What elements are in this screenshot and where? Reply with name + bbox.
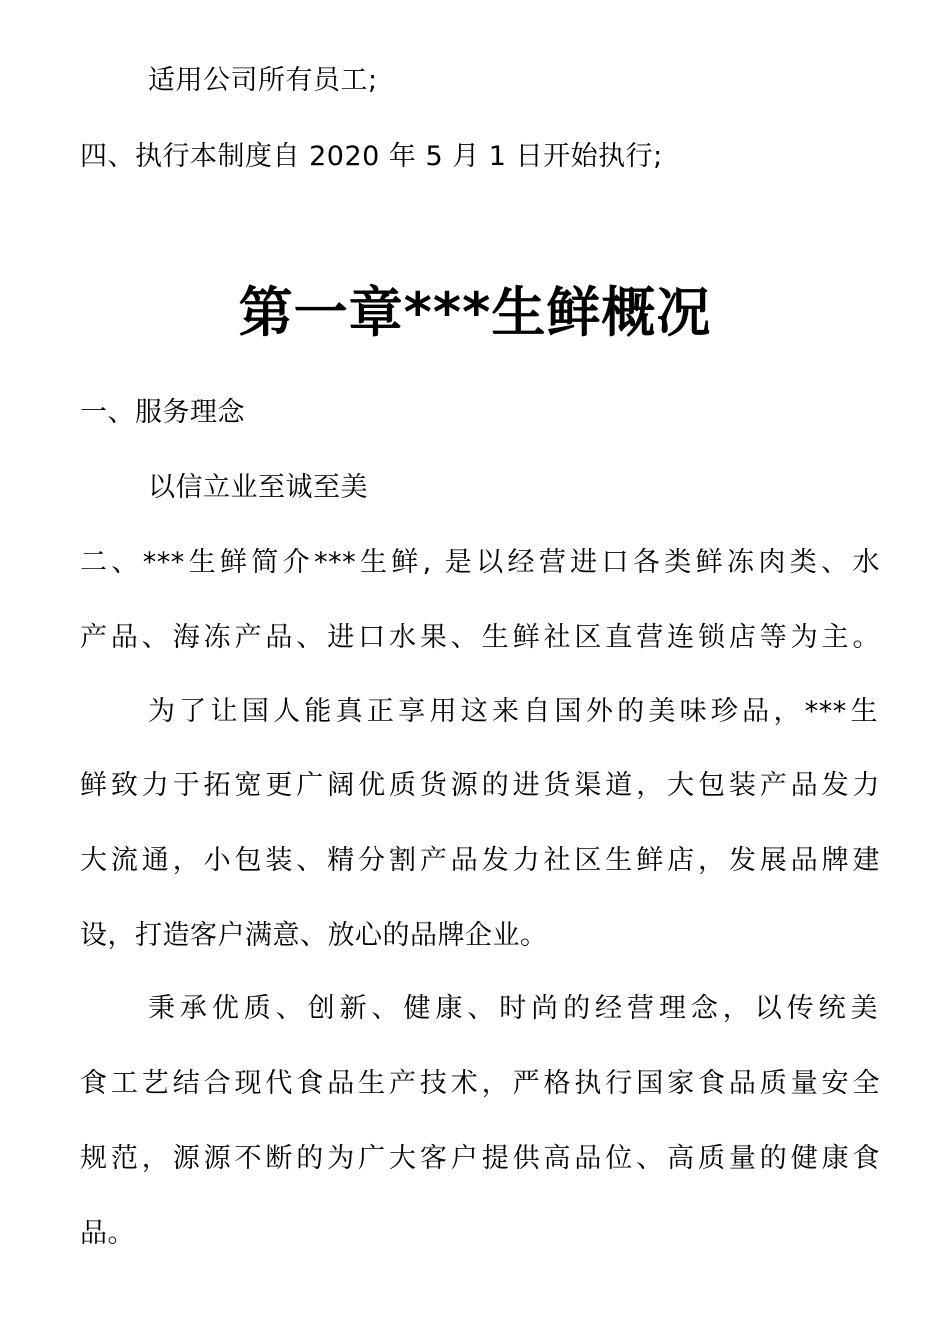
paragraph-2-line-2: 鲜致力于拓宽更广阔优质货源的进货渠道，大包装产品发力: [80, 770, 880, 801]
section-2-line-1: 二、***生鲜简介***生鲜, 是以经营进口各类鲜冻肉类、水: [80, 547, 880, 578]
paragraph-2-line-1: 为了让国人能真正享用这来自国外的美味珍品，***生: [148, 696, 878, 727]
section-1-heading: 一、服务理念: [80, 397, 245, 428]
paragraph-3-line-4: 品。: [80, 1218, 135, 1249]
section-1-body: 以信立业至诚至美: [148, 472, 368, 503]
paragraph-3-line-3: 规范，源源不断的为广大客户提供高品位、高质量的健康食: [80, 1143, 880, 1174]
scope-line: 适用公司所有员工;: [148, 65, 378, 96]
chapter-title: 第一章***生鲜概况: [238, 281, 712, 344]
paragraph-3-line-2: 食工艺结合现代食品生产技术，严格执行国家食品质量安全: [80, 1068, 880, 1099]
paragraph-3-line-1: 秉承优质、创新、健康、时尚的经营理念，以传统美: [148, 993, 878, 1024]
paragraph-2-line-3: 大流通，小包装、精分割产品发力社区生鲜店，发展品牌建: [80, 845, 880, 876]
section-2-line-2: 产品、海冻产品、进口水果、生鲜社区直营连锁店等为主。: [80, 622, 880, 653]
paragraph-2-line-4: 设，打造客户满意、放心的品牌企业。: [80, 920, 548, 951]
item-4-line: 四、执行本制度自 2020 年 5 月 1 日开始执行;: [80, 141, 663, 172]
